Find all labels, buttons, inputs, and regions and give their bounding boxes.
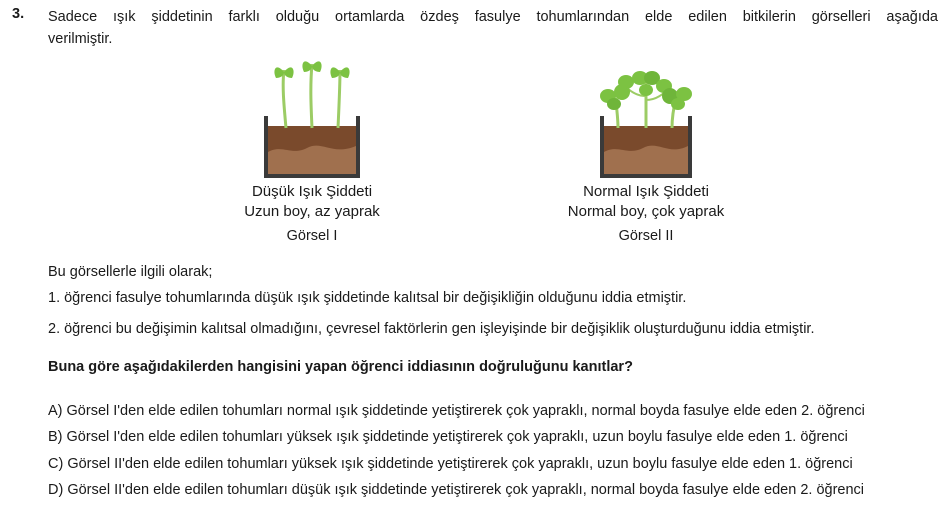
claim-student-2: 2. öğrenci bu değişimin kalıtsal olmadığını, çevresel faktörlerin gen işleyişinde bir değişiklik oluşturduğunu iddia etmiştir. <box>48 321 815 337</box>
context-intro: Bu görsellerle ilgili olarak; <box>48 264 213 280</box>
plant-pot-illustration-1 <box>262 56 362 180</box>
claim-student-1: 1. öğrenci fasulye tohumlarında düşük ışık şiddetinde kalıtsal bir değişikliğin olduğunu iddia etmiştir. <box>48 290 687 306</box>
figure-1 <box>262 56 362 180</box>
question-prompt: Buna göre aşağıdakilerden hangisini yapan öğrenci iddiasının doğruluğunu kanıtlar? <box>48 359 633 375</box>
option-c[interactable]: C) Görsel II'den elde edilen tohumları yüksek ışık şiddetinde yetiştirerek çok yapraklı, uzun boylu fasulye elde eden 1. öğrenci <box>48 456 853 472</box>
plant-pot-illustration-2 <box>598 70 694 180</box>
figure-2-label: Görsel II <box>618 228 674 244</box>
figure-2-caption <box>546 182 746 246</box>
figure-2-title: Normal Işık Şiddeti <box>583 183 709 200</box>
figure-1-description: Uzun boy, az yaprak <box>244 203 380 220</box>
question-stem <box>48 6 938 50</box>
figure-1-label: Görsel I <box>286 228 338 244</box>
figure-1-title: Düşük Işık Şiddeti <box>251 183 373 200</box>
question-number: 3. <box>12 6 25 22</box>
option-a[interactable]: A) Görsel I'den elde edilen tohumları normal ışık şiddetinde yetiştirerek çok yapraklı, normal boyda fasulye elde eden 2. öğrenci <box>48 403 865 419</box>
figure-2 <box>598 70 694 180</box>
question-stem-line-2: verilmiştir. <box>48 31 113 47</box>
figure-1-caption <box>212 182 412 246</box>
question-stem-line-1: Sadece ışık şiddetinin farklı olduğu ortamlarda özdeş fasulye tohumlarından elde edilen bitkilerin görselleri aşağıda <box>48 9 938 25</box>
option-d[interactable]: D) Görsel II'den elde edilen tohumları düşük ışık şiddetinde yetiştirerek çok yapraklı, normal boyda fasulye elde eden 2. öğrenci <box>48 482 865 498</box>
option-b[interactable]: B) Görsel I'den elde edilen tohumları yüksek ışık şiddetinde yetiştirerek çok yapraklı, uzun boylu fasulye elde eden 1. öğrenci <box>48 429 848 445</box>
figure-2-description: Normal boy, çok yaprak <box>567 203 725 220</box>
